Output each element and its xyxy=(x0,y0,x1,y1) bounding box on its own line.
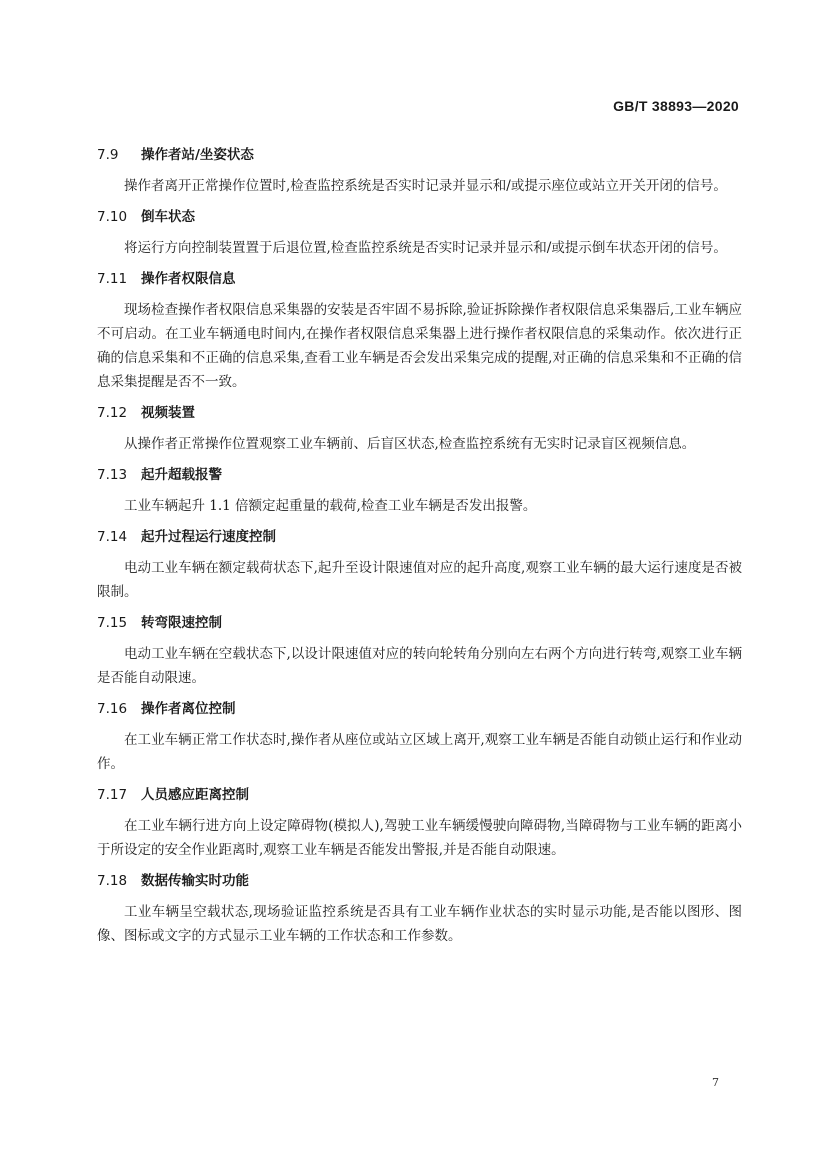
section-title: 倒车状态 xyxy=(141,209,195,225)
section-number: 7.18 xyxy=(97,873,128,889)
section-title: 起升过程运行速度控制 xyxy=(141,529,276,545)
section-paragraph: 工业车辆起升 1.1 倍额定起重量的载荷,检查工业车辆是否发出报警。 xyxy=(124,498,537,514)
section-number: 7.15 xyxy=(97,615,128,631)
section-heading xyxy=(97,206,742,228)
section-paragraph: 在工业车辆行进方向上设定障碍物(模拟人),驾驶工业车辆缓慢驶向障碍物,当障碍物与工业车辆的距离小于所设定的安全作业距离时,观察工业车辆是否能发出警报,并是否能自动限速。 xyxy=(97,818,742,858)
section-heading xyxy=(97,526,742,548)
section-heading xyxy=(97,268,742,290)
section-paragraph: 操作者离开正常操作位置时,检查监控系统是否实时记录并显示和/或提示座位或站立开关开闭的信号。 xyxy=(124,178,727,194)
section-heading xyxy=(97,870,742,892)
section-number: 7.13 xyxy=(97,467,128,483)
section-heading xyxy=(97,464,742,486)
section-heading xyxy=(97,698,742,720)
section-7-12 xyxy=(97,402,742,456)
section-title: 操作者离位控制 xyxy=(141,701,236,717)
section-paragraph: 电动工业车辆在空载状态下,以设计限速值对应的转向轮转角分别向左右两个方向进行转弯,观察工业车辆是否能自动限速。 xyxy=(97,646,742,686)
section-title: 起升超载报警 xyxy=(141,467,222,483)
section-number: 7.16 xyxy=(97,701,128,717)
section-number: 7.11 xyxy=(97,271,128,287)
section-7-16 xyxy=(97,698,742,776)
section-number: 7.12 xyxy=(97,405,128,421)
section-number: 7.10 xyxy=(97,209,128,225)
section-paragraph: 从操作者正常操作位置观察工业车辆前、后盲区状态,检查监控系统有无实时记录盲区视频信息。 xyxy=(124,436,696,452)
section-title: 转弯限速控制 xyxy=(141,615,222,631)
section-paragraph: 将运行方向控制装置置于后退位置,检查监控系统是否实时记录并显示和/或提示倒车状态开闭的信号。 xyxy=(124,240,727,256)
section-title: 人员感应距离控制 xyxy=(141,787,249,803)
section-heading xyxy=(97,402,742,424)
section-title: 数据传输实时功能 xyxy=(141,873,249,889)
section-heading xyxy=(97,784,742,806)
section-7-9 xyxy=(97,144,742,198)
section-7-11 xyxy=(97,268,742,394)
page-number: 7 xyxy=(712,1076,719,1089)
section-title: 视频装置 xyxy=(141,405,195,421)
section-paragraph: 在工业车辆正常工作状态时,操作者从座位或站立区域上离开,观察工业车辆是否能自动锁止运行和作业动作。 xyxy=(97,732,742,772)
document-body xyxy=(97,144,742,956)
section-title: 操作者权限信息 xyxy=(141,271,236,287)
section-7-14 xyxy=(97,526,742,604)
section-7-17 xyxy=(97,784,742,862)
section-7-13 xyxy=(97,464,742,518)
section-7-15 xyxy=(97,612,742,690)
section-number: 7.17 xyxy=(97,787,128,803)
section-number: 7.14 xyxy=(97,529,128,545)
section-7-10 xyxy=(97,206,742,260)
section-heading xyxy=(97,612,742,634)
section-paragraph: 电动工业车辆在额定载荷状态下,起升至设计限速值对应的起升高度,观察工业车辆的最大运行速度是否被限制。 xyxy=(97,560,742,600)
section-7-18 xyxy=(97,870,742,948)
section-heading xyxy=(97,144,742,166)
section-title: 操作者站/坐姿状态 xyxy=(141,147,254,163)
section-number: 7.9 xyxy=(97,147,119,163)
section-paragraph: 现场检查操作者权限信息采集器的安装是否牢固不易拆除,验证拆除操作者权限信息采集器后,工业车辆应不可启动。在工业车辆通电时间内,在操作者权限信息采集器上进行操作者权限信息的采集动作。依次进行正确的信息采集和不正确的信息采集,查看工业车辆是否会发出采集完成的提醒,对正确的信息采集和不正确的信息采集提醒是否不一致。 xyxy=(97,302,742,390)
section-paragraph: 工业车辆呈空载状态,现场验证监控系统是否具有工业车辆作业状态的实时显示功能,是否能以图形、图像、图标或文字的方式显示工业车辆的工作状态和工作参数。 xyxy=(97,904,742,944)
standard-number: GB/T 38893—2020 xyxy=(613,98,739,114)
